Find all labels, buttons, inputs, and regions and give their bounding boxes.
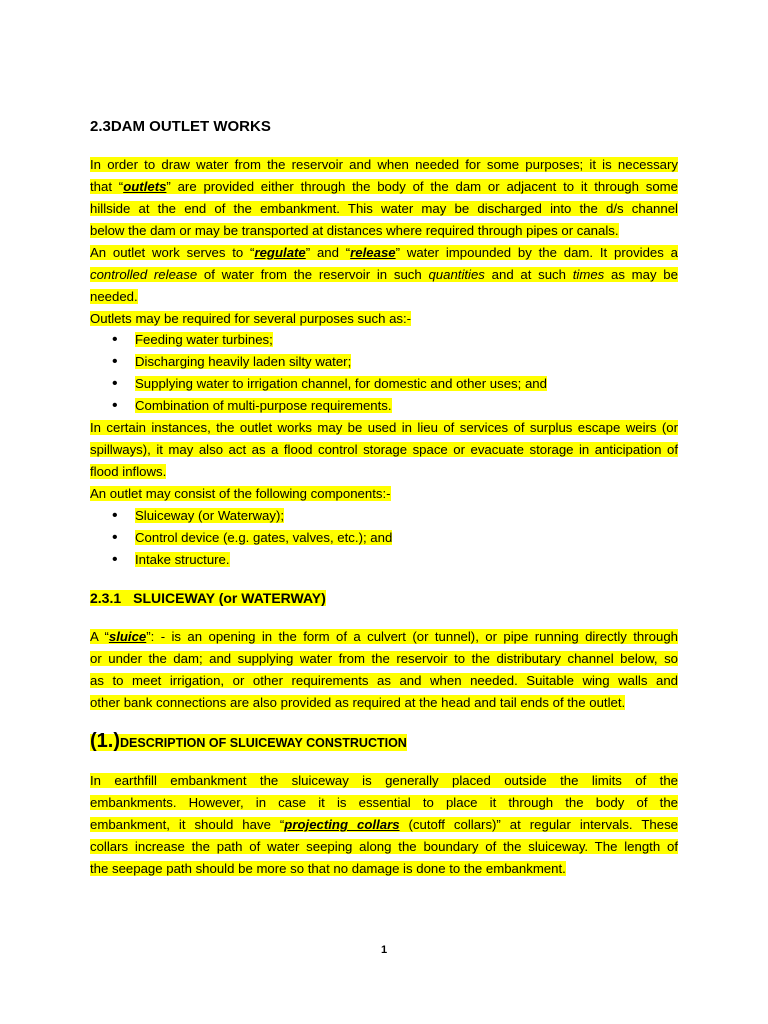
intro-line-2: that “outlets” are provided either through the body of the dam or adjacent to it through some — [90, 179, 678, 194]
list-item: • Discharging heavily laden silty water; — [112, 351, 547, 373]
sluice-paragraph: A “sluice”: - is an opening in the form of a culvert (or tunnel), or pipe running directly through or under the dam; and supplying water from the reservoir to the distributary channel below, so as to meet irrigation, or other requirements as and when needed. Suitable wing walls and other bank connections are also provided as required at the head and tail ends of the outlet. — [90, 629, 678, 710]
section-heading: 2.3DAM OUTLET WORKS — [90, 118, 271, 135]
sluiceway-heading: 2.3.1 SLUICEWAY (or WATERWAY) — [90, 590, 326, 606]
list-item: • Feeding water turbines; — [112, 329, 547, 351]
term-projecting-collars: projecting collars — [284, 817, 400, 832]
term-regulate: regulate — [254, 245, 306, 260]
instances-paragraph: In certain instances, the outlet works may be used in lieu of services of surplus escape weirs (or spillways), it may also act as a flood control storage space or evacuate storage in anticipation of flood inflows. An outlet may consist of the following components:- — [90, 420, 678, 501]
list-item: • Combination of multi-purpose requirements. — [112, 395, 547, 417]
regulate-line: An outlet work serves to “regulate” and “release” water impounded by the dam. It provides a — [90, 245, 678, 260]
description-heading: (1.)DESCRIPTION OF SLUICEWAY CONSTRUCTION — [90, 730, 407, 752]
list-item: • Control device (e.g. gates, valves, etc.); and — [112, 527, 392, 549]
term-outlets: outlets — [123, 179, 167, 194]
intro-paragraph — [90, 154, 678, 330]
needed-line: needed. — [90, 289, 138, 304]
list-item: • Sluiceway (or Waterway); — [112, 505, 392, 527]
earthfill-paragraph: In earthfill embankment the sluiceway is generally placed outside the limits of the embankments. However, in case it is essential to place it through the body of the embankment, it should have “projecting collars (cutoff collars)” at regular intervals. These collars increase the path of water seeping along the boundary of the sluiceway. The length of the seepage path should be more so that no damage is done to the embankment. — [90, 773, 678, 876]
intro-line-4: below the dam or may be transported at distances where required through pipes or canals. — [90, 223, 619, 238]
list-item: • Supplying water to irrigation channel, for domestic and other uses; and — [112, 373, 547, 395]
list-item: • Intake structure. — [112, 549, 392, 571]
intro-line-1: In order to draw water from the reservoir and when needed for some purposes; it is necessary — [90, 157, 678, 172]
term-sluice: sluice — [108, 629, 147, 644]
intro-line-3: hillside at the end of the embankment. This water may be discharged into the d/s channel — [90, 201, 678, 216]
controlled-line: controlled release of water from the reservoir in such quantities and at such times as may be — [90, 267, 678, 282]
components-list — [112, 505, 392, 571]
term-release: release — [350, 245, 396, 260]
purposes-list — [112, 329, 547, 417]
page-number: 1 — [380, 944, 388, 956]
outlets-intro: Outlets may be required for several purposes such as:- — [90, 311, 412, 326]
components-intro: An outlet may consist of the following components:- — [90, 486, 391, 501]
